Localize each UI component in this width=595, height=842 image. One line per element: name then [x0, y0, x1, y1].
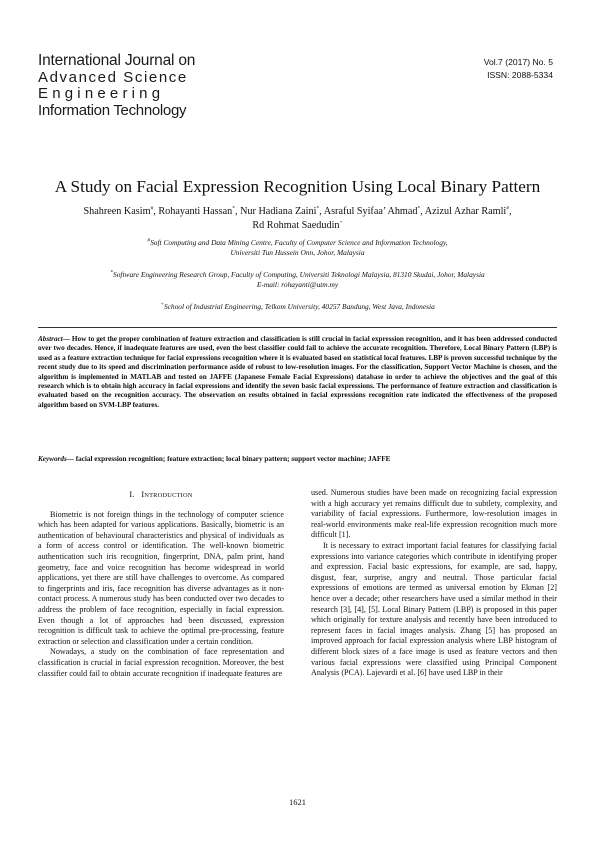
affil-mark: #	[506, 205, 509, 212]
author-name: , Nur Hadiana Zaini	[234, 206, 317, 217]
keywords-label: Keywords	[38, 455, 67, 463]
affiliation-3	[30, 302, 565, 312]
author-line-1	[30, 205, 565, 219]
journal-logo	[38, 52, 195, 119]
right-column	[311, 488, 557, 679]
journal-name-line2: Advanced Science	[38, 69, 188, 86]
author-name: , Asraful Syifaa’ Ahmad	[319, 206, 418, 217]
affil-mark: #	[150, 205, 154, 212]
affil-mark: +	[160, 301, 164, 308]
left-column	[38, 490, 284, 679]
abstract	[38, 335, 557, 410]
abstract-label: Abstract	[38, 335, 63, 343]
issn-label: ISSN: 2088-5334	[487, 70, 553, 80]
journal-name-line3: Engineering	[38, 85, 165, 102]
keywords	[38, 455, 557, 464]
affil-line: School of Industrial Engineering, Telkom University, 40257 Bandung, West Java, Indonesia	[163, 302, 435, 311]
author-list	[30, 205, 565, 233]
author-name: , Azizul Azhar Ramli	[420, 206, 507, 217]
journal-name-line1: International Journal on	[38, 52, 196, 69]
affiliation-1	[30, 238, 565, 258]
keywords-text: — facial expression recognition; feature extraction; local binary pattern; support vector machine; JAFFE	[66, 455, 391, 463]
affil-mark: *	[316, 205, 320, 212]
affil-email: E-mail: rohayanti@utm.my	[256, 280, 339, 289]
volume-label: Vol.7 (2017) No. 5	[483, 57, 553, 67]
paragraph: Nowadays, a study on the combination of face representation and classification is crucial in facial expression recognition. Moreover, the best classifier could fail to obtain accurate recognition if inadequate features are	[38, 647, 284, 678]
author-sep: ,	[509, 206, 512, 217]
paragraph: Biometric is not foreign things in the technology of computer science which has been adapted for various applications. Basically, biometric is an authentication of behavioural characteristics and physical of individuals as a form of access control or identification. The well-known biometric authentication such iris recognition, fingerprint, DNA, palm print, hand geometry, face and voice recognition has become widespread in world applications, yet there are still have challenges to overcome. As compared to fingerprints and iris, face recognition has diverse advantages as it non-contact process. A numerous study has been conducted over two decades to address the problem of face recognition, especially in facial expression. Even though a lot of approaches had been discussed, expression recognition is difficult task to achieve the optimal pre-processing, feature extraction or selection and classification under a certain condition.	[38, 509, 284, 646]
affiliation-2	[30, 270, 565, 290]
paragraph: used. Numerous studies have been made on recognizing facial expression with a high accuracy yet remains difficult due to subtlety, complexity, and variability of facial expressions. Furthermore, low-resolution images in real-world environments make real-life expression recognition much more difficult [1].	[311, 488, 557, 540]
paragraph: It is necessary to extract important facial features for classifying facial expressions into variance categories which contribute in identifying proper and expression. Facial basic expressions, for example, are sad, happy, disgust, fear, surprise, angry and neutral. Those particular facial expressions of emotions are termed as universal emotion by Ekman [2] hence over a decade; other researchers have used a similar method in their research [3], [4], [5]. Local Binary Pattern (LBP) is proposed in this paper which originally for texture analysis and recently have been introduced to represent faces in facial images analysis. Zhang [5] has proposed an improved approach for facial expression analysis where LBP histogram of different block sizes of a face image is used as feature vectors and then various facial expressions were classified using Principal Component Analysis (PCA). Lajevardi et al. [6] have used LBP in their	[311, 540, 557, 678]
affil-line: Software Engineering Research Group, Faculty of Computing, Universiti Teknologi Malaysia, 81310 Skudai, Johor, Malaysia	[113, 270, 485, 279]
issue-info	[484, 56, 553, 82]
affil-line: Soft Computing and Data Mining Centre, Faculty of Computer Science and Information Technology,	[150, 238, 448, 247]
affil-mark: *	[110, 269, 114, 276]
section-heading: I. INTRODUCTION	[129, 490, 193, 499]
journal-name-line4: Information Technology	[38, 102, 187, 119]
author-name: Rd Rohmat Saedudin	[252, 220, 340, 231]
author-line-2	[30, 219, 565, 233]
paper-title: A Study on Facial Expression Recognition Using Local Binary Pattern	[54, 177, 541, 196]
affil-mark: +	[339, 219, 343, 226]
affil-line: Universiti Tun Hussein Onn, Johor, Malaysia	[230, 248, 365, 257]
divider	[38, 327, 557, 328]
affil-mark: #	[147, 237, 151, 244]
page-number: 1621	[289, 797, 306, 807]
author-name: , Rohayanti Hassan	[153, 206, 233, 217]
author-name: Shahreen Kasim	[83, 206, 151, 217]
affil-mark: *	[417, 205, 421, 212]
abstract-text: — How to get the proper combination of feature extraction and classification is still crucial in facial expression recognition, and it has been addressed conducted over two decades. Hence, if inadequate features are used, even the best classifier could fail to achieve the accurate recognition. Therefore, Local Binary Pattern (LBP) is used as a feature extraction technique for facial expressions recognition where it is evaluated based on statistical local features. LBP is proven successful technique by the recent study due to its speed and discrimination performance aside of robust to low-resolution images. For the classification, Support Vector Machine is chosen, and the algorithm is implemented in MATLAB and tested on JAFFE (Japanese Female Facial Expressions) database in order to achieve the objectives and the goal of this research which is to obtain high accuracy in facial expressions and identify the seven basic facial expressions. The performance of feature extraction and classification is evaluated based on the recognition accuracy. The observation on results obtained in facial expressions recognition rate indicated the effectiveness of the proposed algorithm based on SVM-LBP features.	[38, 335, 557, 409]
affil-mark: *	[232, 205, 235, 212]
